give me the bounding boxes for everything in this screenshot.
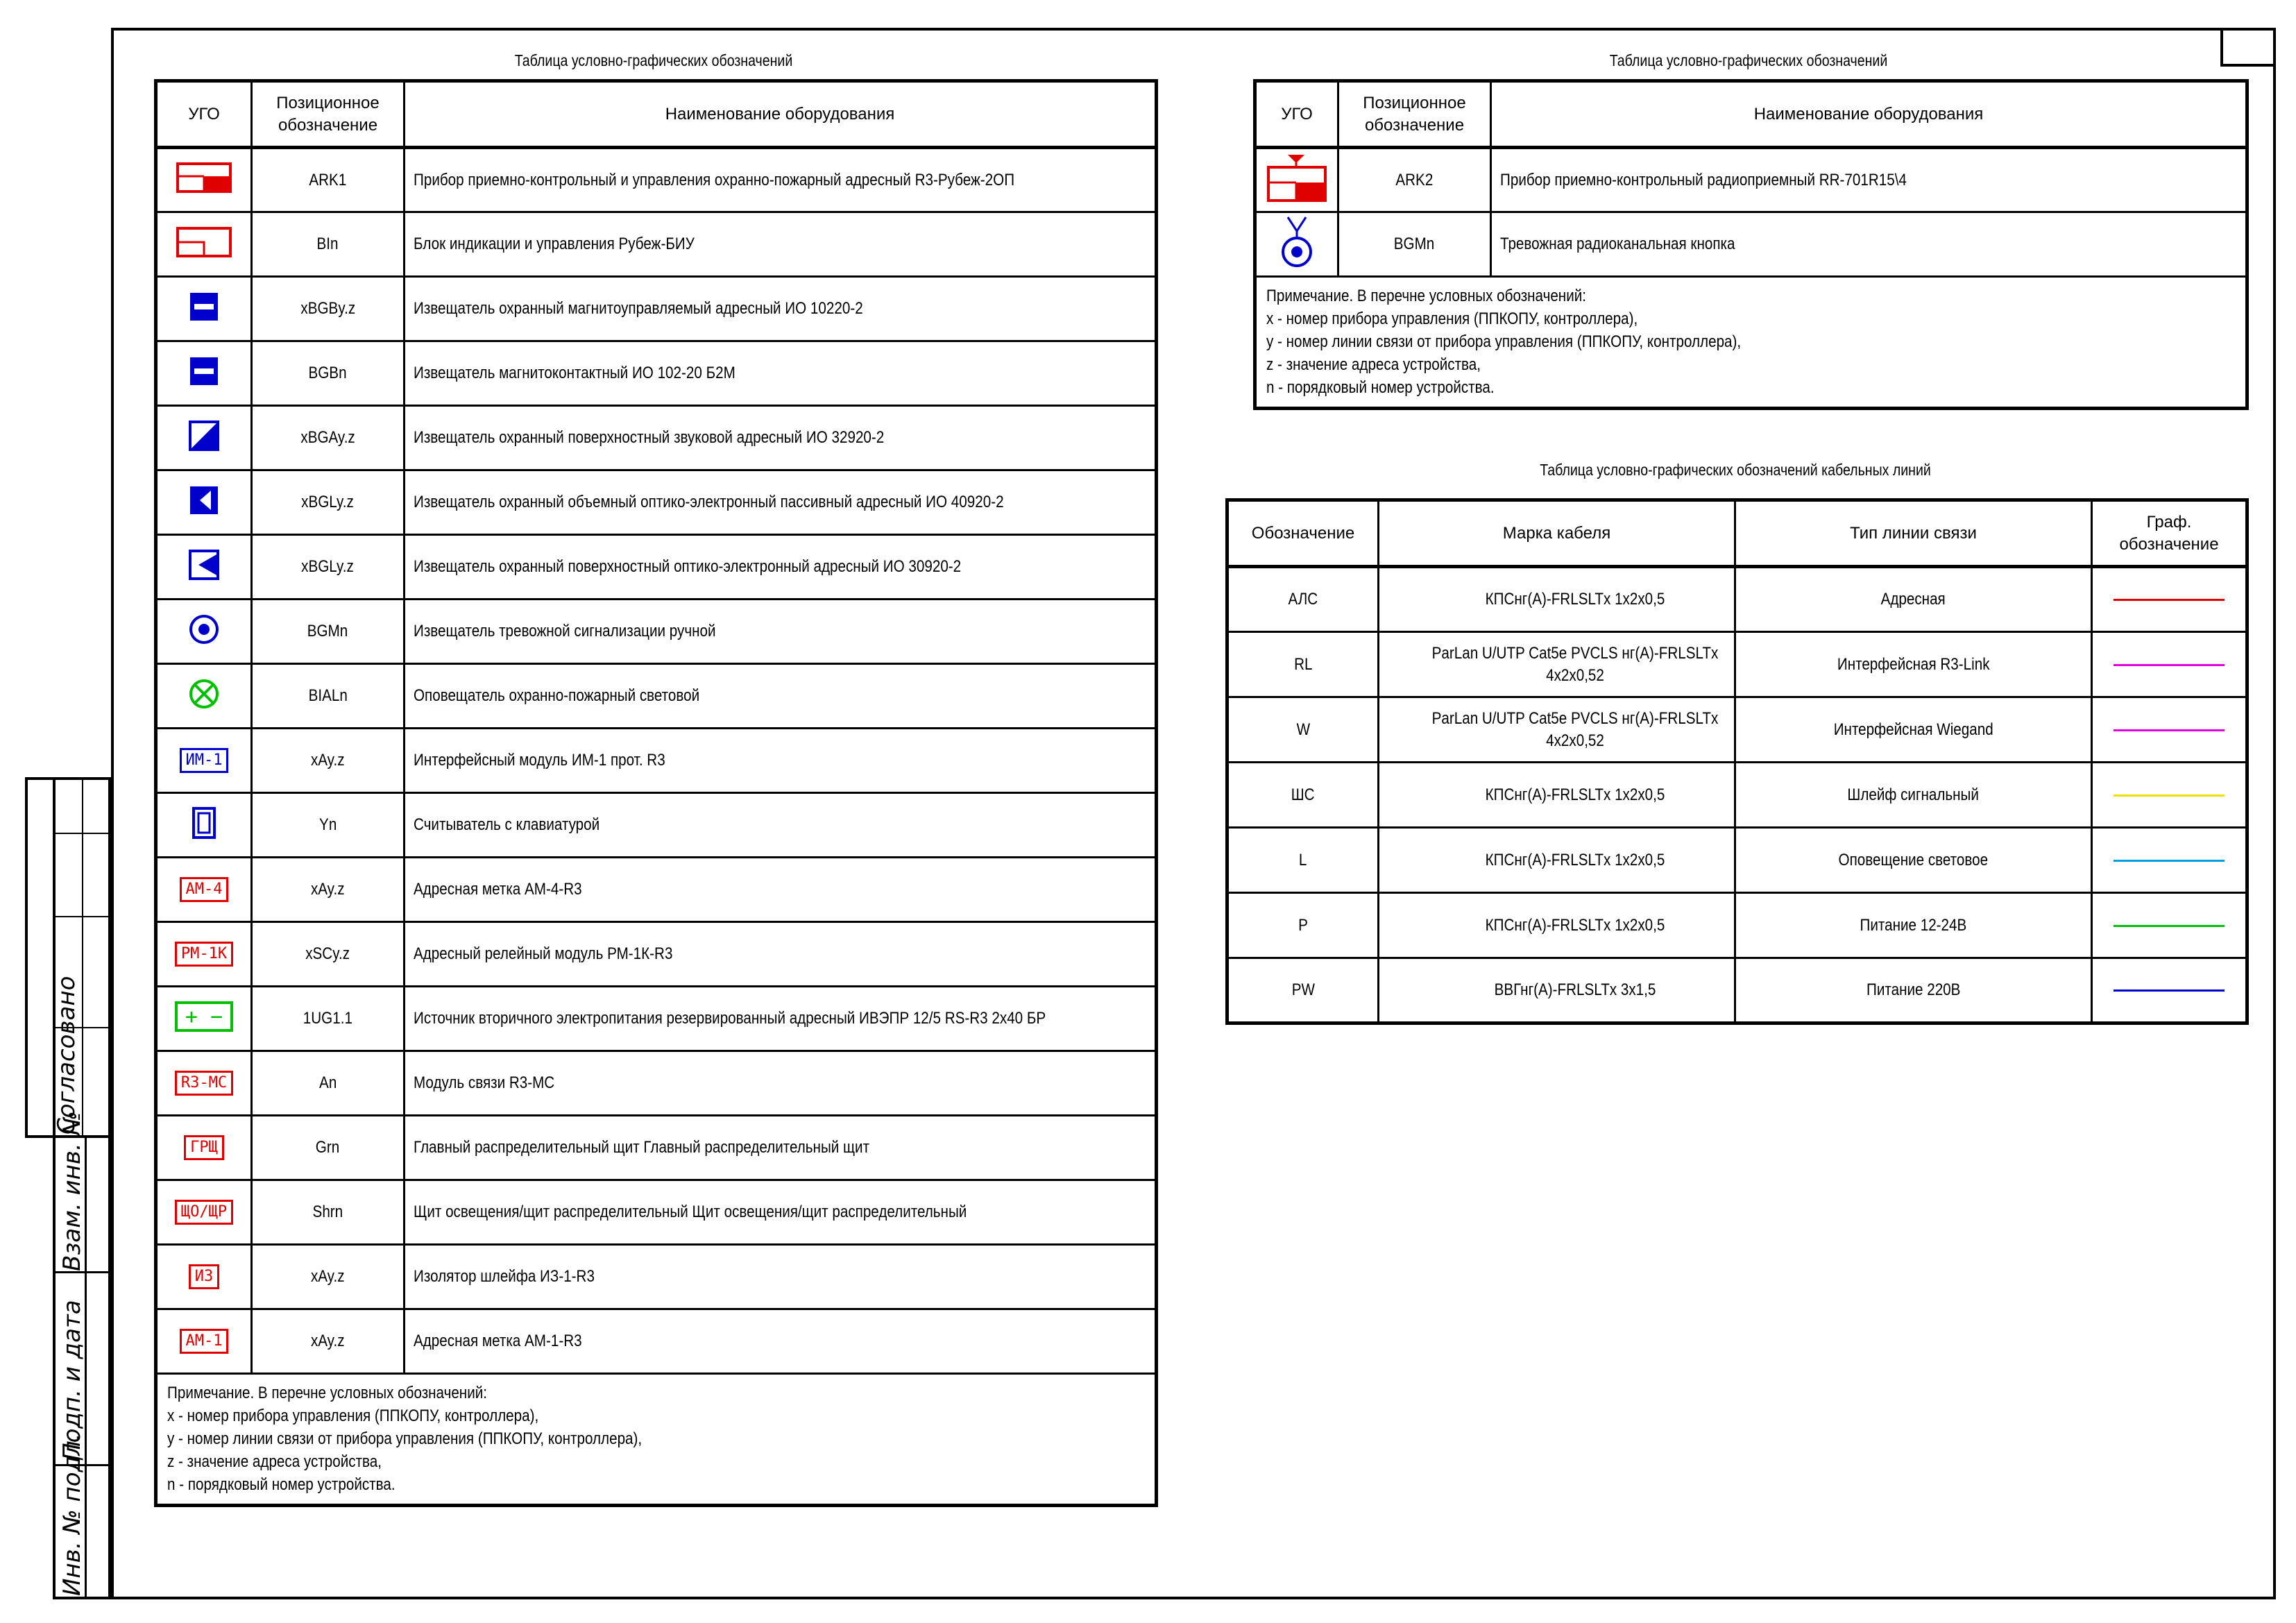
magnetic-contact-icon [189, 356, 219, 391]
position-cell: ARK2 [1338, 148, 1491, 212]
table-row [156, 987, 1157, 1051]
cable-line-sample [2114, 664, 2225, 666]
table2-note [1255, 277, 2247, 409]
stamp-line [53, 1271, 111, 1273]
ugo-cell [156, 729, 252, 793]
ugo-cell [156, 987, 252, 1051]
light-sounder-icon [188, 678, 220, 715]
legend-table-radio [1253, 79, 2249, 410]
ugo-cell [156, 341, 252, 406]
position-cell: xBGLy.z [252, 470, 405, 535]
equipment-name-cell: Прибор приемно-контрольный радиоприемный RR-701R15\4 [1491, 148, 2247, 212]
power-supply-icon [175, 1001, 233, 1037]
table-row [156, 793, 1157, 858]
header-equipment: Наименование оборудования [405, 81, 1157, 148]
keypad-reader-icon [192, 807, 216, 844]
note-line: y - номер линии связи от прибора управления (ППКОПУ, контроллера), [1266, 332, 1742, 351]
ugo-cell [156, 277, 252, 341]
equipment-name-cell: Адресная метка АМ-1-R3 [405, 1309, 1157, 1374]
ugo-cell [156, 858, 252, 922]
ugo-cell [156, 1309, 252, 1374]
position-cell: BGMn [1338, 212, 1491, 277]
ugo-cell [156, 212, 252, 277]
ugo-cell [156, 600, 252, 664]
note-line: Примечание. В перечне условных обозначений: [167, 1384, 488, 1402]
line-type-cell: Шлейф сигнальный [1735, 763, 2092, 828]
header-ugo: УГО [1255, 81, 1338, 148]
ugo-cell [156, 793, 252, 858]
position-cell: ARK1 [252, 148, 405, 212]
table-row [156, 1051, 1157, 1116]
position-cell: xBGBy.z [252, 277, 405, 341]
radio-panel-icon [1267, 152, 1327, 208]
table-row [1227, 958, 2247, 1023]
position-cell: xAy.z [252, 1245, 405, 1309]
cable-cell: ВВГнг(А)-FRLSLTx 3х1,5 [1379, 958, 1735, 1023]
header-cable: Марка кабеля [1379, 500, 1735, 567]
stamp-replaced-label: Взам. инв. № [58, 1111, 86, 1271]
surface-ir-detector-icon [189, 550, 219, 585]
equipment-name-cell: Источник вторичного электропитания резервированный адресный ИВЭПР 12/5 RS-R3 2х40 БР [405, 987, 1157, 1051]
cable-line-sample [2114, 860, 2225, 862]
label-box-icon: АМ-1 [180, 1329, 229, 1354]
frame-corner-box [2220, 28, 2276, 67]
table1-caption: Таблица условно-графических обозначений [514, 51, 793, 69]
manual-alarm-icon [188, 613, 220, 650]
ugo-cell [1255, 212, 1338, 277]
label-box-icon: R3-МС [175, 1071, 233, 1096]
line-type-cell: Адресная [1735, 567, 2092, 632]
ugo-cell [156, 1051, 252, 1116]
ugo-cell [156, 1245, 252, 1309]
table-row [156, 470, 1157, 535]
note-line: Примечание. В перечне условных обозначений: [1266, 287, 1587, 305]
stamp-agreed-label: Согласовано [53, 976, 80, 1135]
position-cell: xSCy.z [252, 922, 405, 987]
table-row [156, 406, 1157, 470]
table1-note [156, 1374, 1157, 1506]
cable-cell: ParLan U/UTP Cat5e PVCLS нг(А)-FRLSLTx 4х2х0,52 [1379, 632, 1735, 697]
indication-block-icon [176, 227, 232, 262]
code-cell: АЛС [1227, 567, 1379, 632]
note-line: n - порядковый номер устройства. [167, 1475, 396, 1494]
stamp-line [82, 777, 83, 1138]
cable-line-sample [2114, 729, 2225, 731]
table-row [156, 922, 1157, 987]
header-position: Позиционное обозначение [1338, 81, 1491, 148]
code-cell: RL [1227, 632, 1379, 697]
table-row [156, 148, 1157, 212]
sound-detector-icon [189, 420, 219, 456]
table-row [1227, 567, 2247, 632]
note-line: n - порядковый номер устройства. [1266, 378, 1495, 397]
label-box-icon: ИЗ [189, 1264, 220, 1289]
table-row [1227, 828, 2247, 893]
code-cell: ШС [1227, 763, 1379, 828]
side-stamp [25, 777, 111, 1599]
code-cell: P [1227, 893, 1379, 958]
label-box-icon: ИМ-1 [180, 748, 229, 773]
table-row [1227, 632, 2247, 697]
header-code: Обозначение [1227, 500, 1379, 567]
table-row [156, 1116, 1157, 1180]
position-cell: 1UG1.1 [252, 987, 405, 1051]
cable-line-sample [2114, 989, 2225, 992]
header-position: Позиционное обозначение [252, 81, 405, 148]
line-type-cell: Оповещение световое [1735, 828, 2092, 893]
stamp-original-label: Инв. № подл. [58, 1433, 86, 1596]
graphic-cell [2092, 763, 2247, 828]
note-line: x - номер прибора управления (ППКОПУ, контроллера), [167, 1407, 539, 1425]
equipment-name-cell: Щит освещения/щит распределительный Щит освещения/щит распределительный [405, 1180, 1157, 1245]
note-line: x - номер прибора управления (ППКОПУ, контроллера), [1266, 309, 1638, 328]
note-line: z - значение адреса устройства, [1266, 355, 1481, 374]
cable-cell: КПСнг(А)-FRLSLTx 1х2х0,5 [1379, 828, 1735, 893]
note-line: z - значение адреса устройства, [167, 1452, 382, 1471]
table-row [156, 600, 1157, 664]
header-line-type: Тип линии связи [1735, 500, 2092, 567]
ugo-cell [156, 922, 252, 987]
table-row [156, 212, 1157, 277]
line-type-cell: Питание 220В [1735, 958, 2092, 1023]
equipment-name-cell: Блок индикации и управления Рубеж-БИУ [405, 212, 1157, 277]
position-cell: Yn [252, 793, 405, 858]
position-cell: BIALn [252, 664, 405, 729]
table-row [156, 277, 1157, 341]
graphic-cell [2092, 893, 2247, 958]
table-row [156, 1180, 1157, 1245]
table3-caption: Таблица условно-графических обозначений кабельных линий [1540, 461, 1931, 479]
table2-caption: Таблица условно-графических обозначений [1609, 51, 1888, 69]
ugo-cell [156, 406, 252, 470]
cable-line-sample [2114, 794, 2225, 797]
position-cell: BIn [252, 212, 405, 277]
label-box-icon: ЩО/ЩР [175, 1200, 233, 1225]
label-box-icon: ГРЩ [184, 1135, 224, 1160]
table-row [156, 729, 1157, 793]
equipment-name-cell: Извещатель охранный магнитоуправляемый адресный ИО 10220-2 [405, 277, 1157, 341]
equipment-name-cell: Модуль связи R3-МС [405, 1051, 1157, 1116]
equipment-name-cell: Тревожная радиоканальная кнопка [1491, 212, 2247, 277]
cable-cell: КПСнг(А)-FRLSLTx 1х2х0,5 [1379, 567, 1735, 632]
graphic-cell [2092, 697, 2247, 763]
ugo-cell [156, 1116, 252, 1180]
label-box-icon: РМ-1К [175, 942, 233, 967]
equipment-name-cell: Извещатель охранный объемный оптико-электронный пассивный адресный ИО 40920-2 [405, 470, 1157, 535]
svg-text:+ −: + − [185, 1004, 223, 1029]
line-type-cell: Интерфейсная R3-Link [1735, 632, 2092, 697]
position-cell: BGBn [252, 341, 405, 406]
table-row [1227, 893, 2247, 958]
panel-alarm-icon [176, 162, 232, 198]
table-row [156, 664, 1157, 729]
position-cell: Shrn [252, 1180, 405, 1245]
ugo-cell [156, 664, 252, 729]
header-equipment: Наименование оборудования [1491, 81, 2247, 148]
position-cell: xAy.z [252, 1309, 405, 1374]
table-row [156, 858, 1157, 922]
equipment-name-cell: Извещатель охранный поверхностный оптико-электронный адресный ИО 30920-2 [405, 535, 1157, 600]
cable-cell: ParLan U/UTP Cat5e PVCLS нг(А)-FRLSLTx 4х2х0,52 [1379, 697, 1735, 763]
equipment-name-cell: Извещатель тревожной сигнализации ручной [405, 600, 1157, 664]
table-row [156, 1309, 1157, 1374]
table-row [156, 1245, 1157, 1309]
position-cell: xBGAy.z [252, 406, 405, 470]
equipment-name-cell: Интерфейсный модуль ИМ-1 прот. R3 [405, 729, 1157, 793]
equipment-name-cell: Оповещатель охранно-пожарный световой [405, 664, 1157, 729]
line-type-cell: Питание 12-24В [1735, 893, 2092, 958]
code-cell: PW [1227, 958, 1379, 1023]
ugo-cell [1255, 148, 1338, 212]
graphic-cell [2092, 958, 2247, 1023]
cable-cell: КПСнг(А)-FRLSLTx 1х2х0,5 [1379, 763, 1735, 828]
label-box-icon: АМ-4 [180, 877, 229, 902]
table-row [156, 341, 1157, 406]
equipment-name-cell: Считыватель с клавиатурой [405, 793, 1157, 858]
ugo-cell [156, 148, 252, 212]
position-cell: xBGLy.z [252, 535, 405, 600]
table-row [1227, 763, 2247, 828]
ugo-cell [156, 470, 252, 535]
position-cell: An [252, 1051, 405, 1116]
cable-lines-table [1225, 498, 2249, 1025]
code-cell: L [1227, 828, 1379, 893]
volume-ir-detector-icon [189, 485, 219, 520]
table-row [156, 535, 1157, 600]
equipment-name-cell: Извещатель охранный поверхностный звуковой адресный ИО 32920-2 [405, 406, 1157, 470]
magnetic-detector-icon [189, 291, 219, 327]
equipment-name-cell: Прибор приемно-контрольный и управления охранно-пожарный адресный R3-Рубеж-2ОП [405, 148, 1157, 212]
graphic-cell [2092, 567, 2247, 632]
equipment-name-cell: Извещатель магнитоконтактный ИО 102-20 Б2М [405, 341, 1157, 406]
legend-table-main [154, 79, 1158, 1507]
graphic-cell [2092, 632, 2247, 697]
position-cell: Grn [252, 1116, 405, 1180]
stamp-signature-label: Подп. и дата [58, 1300, 86, 1461]
cable-cell: КПСнг(А)-FRLSLTx 1х2х0,5 [1379, 893, 1735, 958]
cable-line-sample [2114, 599, 2225, 601]
table-row [1255, 212, 2247, 277]
equipment-name-cell: Изолятор шлейфа ИЗ-1-R3 [405, 1245, 1157, 1309]
ugo-cell [156, 535, 252, 600]
code-cell: W [1227, 697, 1379, 763]
ugo-cell [156, 1180, 252, 1245]
header-graphic: Граф. обозначение [2092, 500, 2247, 567]
header-ugo: УГО [156, 81, 252, 148]
graphic-cell [2092, 828, 2247, 893]
line-type-cell: Интерфейсная Wiegand [1735, 697, 2092, 763]
position-cell: xAy.z [252, 729, 405, 793]
position-cell: xAy.z [252, 858, 405, 922]
note-line: y - номер линии связи от прибора управления (ППКОПУ, контроллера), [167, 1429, 643, 1448]
table-row [1227, 697, 2247, 763]
equipment-name-cell: Адресный релейный модуль РМ-1К-R3 [405, 922, 1157, 987]
equipment-name-cell: Главный распределительный щит Главный распределительный щит [405, 1116, 1157, 1180]
position-cell: BGMn [252, 600, 405, 664]
table-row [1255, 148, 2247, 212]
cable-line-sample [2114, 925, 2225, 927]
equipment-name-cell: Адресная метка АМ-4-R3 [405, 858, 1157, 922]
radio-button-icon [1279, 216, 1314, 273]
